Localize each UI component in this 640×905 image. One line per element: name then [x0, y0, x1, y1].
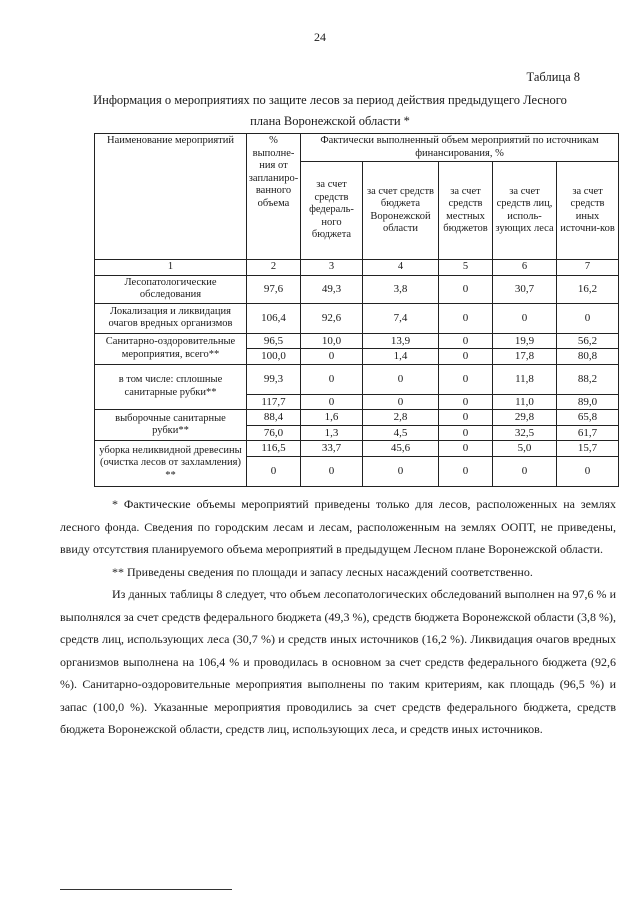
cell-value: 0	[301, 456, 363, 486]
row-name: Лесопатологические обследования	[95, 275, 247, 303]
col-number: 1	[95, 260, 247, 276]
cell-value: 0	[439, 275, 493, 303]
table-row	[95, 333, 619, 349]
footnote-separator-line	[60, 889, 232, 890]
cell-value: 0	[557, 303, 619, 333]
cell-value: 0	[363, 364, 439, 394]
table-title	[80, 90, 580, 132]
table-row	[95, 275, 619, 303]
col-number: 7	[557, 260, 619, 276]
header-financing-group: Фактически выполненный объем мероприятий по источникам финансирования, %	[301, 134, 619, 162]
cell-value: 11,8	[493, 364, 557, 394]
cell-value: 19,9	[493, 333, 557, 349]
cell-value: 80,8	[557, 349, 619, 365]
cell-value: 0	[493, 456, 557, 486]
table-title-line1: Информация о мероприятиях по защите лесов за период действия предыдущего Лесного	[93, 93, 567, 107]
measures-table	[94, 133, 619, 487]
col-number: 6	[493, 260, 557, 276]
cell-value: 0	[439, 303, 493, 333]
cell-value: 32,5	[493, 425, 557, 441]
cell-value: 0	[247, 456, 301, 486]
cell-value: 76,0	[247, 425, 301, 441]
row-name: в том числе: сплошные санитарные рубки**	[95, 364, 247, 410]
notes-block	[60, 493, 616, 741]
cell-value: 13,9	[363, 333, 439, 349]
cell-value: 0	[439, 333, 493, 349]
table-label: Таблица 8	[526, 70, 580, 84]
cell-value: 11,0	[493, 394, 557, 410]
cell-value: 0	[439, 349, 493, 365]
col-number: 4	[363, 260, 439, 276]
header-forest-users: за счет средств лиц, исполь-зующих леса	[493, 162, 557, 260]
cell-value: 0	[439, 441, 493, 457]
page-number: 24	[314, 30, 326, 44]
table-row	[95, 303, 619, 333]
cell-value: 15,7	[557, 441, 619, 457]
cell-value: 92,6	[301, 303, 363, 333]
row-name: уборка неликвидной древесины (очистка лесов от захламления) **	[95, 441, 247, 487]
cell-value: 56,2	[557, 333, 619, 349]
cell-value: 7,4	[363, 303, 439, 333]
cell-value: 0	[493, 303, 557, 333]
cell-value: 100,0	[247, 349, 301, 365]
cell-value: 0	[439, 394, 493, 410]
cell-value: 45,6	[363, 441, 439, 457]
cell-value: 5,0	[493, 441, 557, 457]
cell-value: 97,6	[247, 275, 301, 303]
cell-value: 117,7	[247, 394, 301, 410]
table-title-line2: плана Воронежской области *	[250, 114, 410, 128]
footnote-2: ** Приведены сведения по площади и запасу лесных насаждений соответственно.	[112, 564, 533, 579]
cell-value: 30,7	[493, 275, 557, 303]
cell-value: 96,5	[247, 333, 301, 349]
header-federal-budget: за счет средств федераль-ного бюджета	[301, 162, 363, 260]
cell-value: 0	[301, 394, 363, 410]
cell-value: 33,7	[301, 441, 363, 457]
cell-value: 10,0	[301, 333, 363, 349]
cell-value: 0	[301, 349, 363, 365]
cell-value: 0	[439, 456, 493, 486]
row-name: Локализация и ликвидация очагов вредных организмов	[95, 303, 247, 333]
cell-value: 29,8	[493, 410, 557, 426]
cell-value: 88,2	[557, 364, 619, 394]
cell-value: 16,2	[557, 275, 619, 303]
table-row	[95, 410, 619, 426]
cell-value: 4,5	[363, 425, 439, 441]
cell-value: 49,3	[301, 275, 363, 303]
row-name: выборочные санитарные рубки**	[95, 410, 247, 441]
header-local-budgets: за счет средств местных бюджетов	[439, 162, 493, 260]
cell-value: 17,8	[493, 349, 557, 365]
cell-value: 65,8	[557, 410, 619, 426]
header-regional-budget: за счет средств бюджета Воронежской области	[363, 162, 439, 260]
header-other-sources: за счет средств иных источни-ков	[557, 162, 619, 260]
table-row	[95, 441, 619, 457]
col-number: 2	[247, 260, 301, 276]
cell-value: 2,8	[363, 410, 439, 426]
cell-value: 0	[439, 364, 493, 394]
footnote-1: * Фактические объемы мероприятий приведены только для лесов, расположенных на землях лесного фонда. Сведения по городским лесам и лесам, расположенным на землях ООПТ, не приведены, ввиду отсутствия планируемого объема мероприятий в предыдущем Лесном плане Воронежской области.	[60, 497, 616, 556]
cell-value: 61,7	[557, 425, 619, 441]
header-percent-completed: % выполне-ния от запланиро-ванного объема	[247, 134, 301, 260]
row-name: Санитарно-оздоровительные мероприятия, всего**	[95, 333, 247, 364]
table-row	[95, 364, 619, 394]
cell-value: 0	[301, 364, 363, 394]
cell-value: 0	[363, 456, 439, 486]
cell-value: 0	[557, 456, 619, 486]
col-number: 5	[439, 260, 493, 276]
body-paragraph: Из данных таблицы 8 следует, что объем лесопатологических обследований выполнен на 97,6 % и выполнялся за счет средств федерального бюджета (49,3 %), средств бюджета Воронежской области (3,8 %), средств лиц, использующих леса (30,7 %) и средств иных источников (16,2 %). Ликвидация очагов вредных организмов выполнена на 106,4 % и проводилась в основном за счет средств федерального бюджета (92,6 %). Санитарно-оздоровительные мероприятия выполнены по таким критериям, как площадь (96,5 %) и запас (100,0 %). Указанные мероприятия проводились за счет средств федерального бюджета, средств бюджета Воронежской области, средств лиц, использующих леса, и средств иных источников.	[60, 587, 616, 736]
header-name-of-measures: Наименование мероприятий	[95, 134, 247, 260]
cell-value: 99,3	[247, 364, 301, 394]
cell-value: 0	[439, 425, 493, 441]
cell-value: 88,4	[247, 410, 301, 426]
cell-value: 0	[363, 394, 439, 410]
cell-value: 3,8	[363, 275, 439, 303]
cell-value: 116,5	[247, 441, 301, 457]
cell-value: 89,0	[557, 394, 619, 410]
cell-value: 106,4	[247, 303, 301, 333]
cell-value: 0	[439, 410, 493, 426]
cell-value: 1,3	[301, 425, 363, 441]
cell-value: 1,4	[363, 349, 439, 365]
cell-value: 1,6	[301, 410, 363, 426]
col-number: 3	[301, 260, 363, 276]
